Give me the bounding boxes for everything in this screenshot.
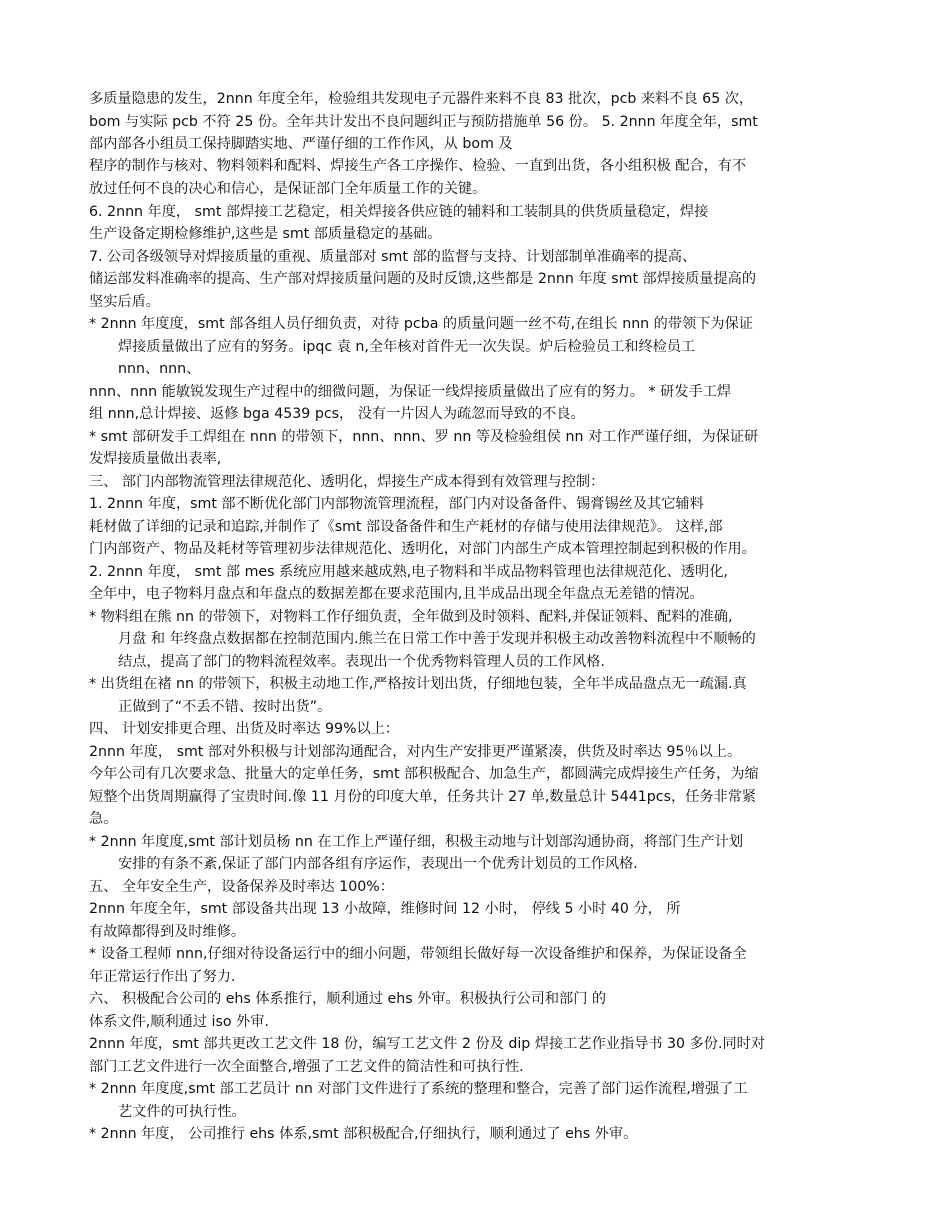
- text-line: 1. 2nnn 年度，smt 部不断优化部门内部物流管理流程，部门内对设备备件、锡膏锡丝及其它辅料: [89, 496, 704, 512]
- text-line: 2. 2nnn 年度， smt 部 mes 系统应用越来越成熟,电子物料和半成品物料管理也法律规范化、透明化,: [89, 564, 728, 580]
- text-line: bom 与实际 pcb 不符 25 份。全年共计发出不良问题纠正与预防措施单 56 份。 5. 2nnn 年度全年，smt: [89, 114, 758, 130]
- text-line: 程序的制作与核对、物料领料和配料、焊接生产各工序操作、检验、一直到出货，各小组积极 配合，有不: [89, 158, 747, 174]
- bullet-line: * 2nnn 年度， 公司推行 ehs 体系,smt 部积极配合,仔细执行，顺利通过了 ehs 外审。: [89, 1126, 638, 1142]
- bullet-line: * 2nnn 年度度,smt 部计划员杨 nn 在工作上严谨仔细，积极主动地与计划部沟通协商，将部门生产计划: [89, 834, 744, 850]
- text-line: 安排的有条不紊,保证了部门内部各组有序运作，表现出一个优秀计划员的工作风格.: [118, 856, 638, 872]
- text-line: 组 nnn,总计焊接、返修 bga 4539 pcs， 没有一片因人为疏忽而导致的不良。: [89, 406, 585, 422]
- text-line: 短整个出货周期赢得了宝贵时间.像 11 月份的印度大单，任务共计 27 单,数量总计 5441pcs，任务非常紧: [89, 789, 757, 805]
- text-line: 全年中，电子物料月盘点和年盘点的数据差都在要求范围内,且半成品出现全年盘点无差错的情况。: [89, 586, 704, 602]
- text-line: 坚实后盾。: [89, 294, 160, 310]
- text-line: 体系文件,顺利通过 iso 外审.: [89, 1014, 269, 1030]
- text-line: 急。: [89, 811, 118, 827]
- text-line: 多质量隐患的发生，2nnn 年度全年，检验组共发现电子元器件来料不良 83 批次，pcb 来料不良 65 次，: [89, 91, 754, 107]
- text-line: nnn、nnn、: [118, 361, 201, 377]
- text-line: 有故障都得到及时维修。: [89, 924, 246, 940]
- bullet-line: * smt 部研发手工焊组在 nnn 的带领下，nnn、nnn、罗 nn 等及检验组侯 nn 对工作严谨仔细，为保证研: [89, 429, 759, 445]
- text-line: 7. 公司各级领导对焊接质量的重视、质量部对 smt 部的监督与支持、计划部制单准确率的提高、: [89, 249, 697, 265]
- text-line: 生产设备定期检修维护,这些是 smt 部质量稳定的基础。: [89, 226, 442, 242]
- text-line: 焊接质量做出了应有的努务。ipqc 袁 n,全年核对首件无一次失误。炉后检验员工和终检员工: [118, 339, 696, 355]
- bullet-line: * 2nnn 年度度，smt 部各组人员仔细负责，对待 pcba 的质量问题一丝不苟,在组长 nnn 的带领下为保证: [89, 316, 753, 332]
- section-heading: 三、 部门内部物流管理法律规范化、透明化，焊接生产成本得到有效管理与控制：: [89, 474, 605, 490]
- text-line: 耗材做了详细的记录和追踪,并制作了《smt 部设备备件和生产耗材的存储与使用法律规范》。 这样,部: [89, 519, 723, 535]
- text-line: 艺文件的可执行性。: [118, 1104, 246, 1120]
- text-line: 结点，提高了部门的物料流程效率。表现出一个优秀物料管理人员的工作风格.: [118, 654, 605, 670]
- text-line: 放过任何不良的决心和信心，是保证部门全年质量工作的关键。: [89, 181, 487, 197]
- text-line: 储运部发料准确率的提高、生产部对焊接质量问题的及时反馈,这些都是 2nnn 年度 smt 部焊接质量提高的: [89, 271, 757, 287]
- section-heading: 六、 积极配合公司的 ehs 体系推行，顺利通过 ehs 外审。积极执行公司和部门 的: [89, 991, 607, 1007]
- section-heading: 五、 全年安全生产，设备保养及时率达 100%：: [89, 879, 394, 895]
- text-line: 发焊接质量做出表率,: [89, 451, 222, 467]
- section-heading: 四、 计划安排更合理、出货及时率达 99%以上：: [89, 721, 400, 737]
- text-line: 2nnn 年度， smt 部对外积极与计划部沟通配合，对内生产安排更严谨紧凑，供货及时率达 95％以上。: [89, 744, 742, 760]
- text-line: 正做到了“不丢不错、按时出货”。: [118, 699, 332, 715]
- bullet-line: * 2nnn 年度度,smt 部工艺员计 nn 对部门文件进行了系统的整理和整合，完善了部门运作流程,增强了工: [89, 1081, 748, 1097]
- text-line: nnn、nnn 能敏锐发现生产过程中的细微问题，为保证一线焊接质量做出了应有的努力。 * 研发手工焊: [89, 384, 732, 400]
- text-line: 6. 2nnn 年度， smt 部焊接工艺稳定，相关焊接各供应链的辅料和工装制具的供货质量稳定，焊接: [89, 204, 709, 220]
- text-line: 年正常运行作出了努力.: [89, 969, 236, 985]
- bullet-line: * 设备工程师 nnn,仔细对待设备运行中的细小问题，带领组长做好每一次设备维护和保养，为保证设备全: [89, 946, 747, 962]
- text-line: 2nnn 年度全年，smt 部设备共出现 13 小故障，维修时间 12 小时， 停线 5 小时 40 分， 所: [89, 901, 681, 917]
- text-line: 门内部资产、物品及耗材等管理初步法律规范化、透明化，对部门内部生产成本管理控制起到积极的作用。: [89, 541, 756, 557]
- bullet-line: * 物料组在熊 nn 的带领下，对物料工作仔细负责，全年做到及时领料、配料,并保证领料、配料的准确,: [89, 609, 733, 625]
- text-line: 月盘 和 年终盘点数据都在控制范围内.熊兰在日常工作中善于发现并积极主动改善物料流程中不顺畅的: [118, 631, 756, 647]
- text-line: 2nnn 年度，smt 部共更改工艺文件 18 份，编写工艺文件 2 份及 dip 焊接工艺作业指导书 30 多份.同时对: [89, 1036, 766, 1052]
- text-line: 部门工艺文件进行一次全面整合,增强了工艺文件的简洁性和可执行性.: [89, 1059, 524, 1075]
- bullet-line: * 出货组在褚 nn 的带领下，积极主动地工作,严格按计划出货，仔细地包装，全年半成品盘点无一疏漏.真: [89, 676, 747, 692]
- text-line: 部内部各小组员工保持脚踏实地、严谨仔细的工作作风，从 bom 及: [89, 136, 513, 152]
- text-line: 今年公司有几次要求急、批量大的定单任务，smt 部积极配合、加急生产，都圆满完成焊接生产任务，为缩: [89, 766, 759, 782]
